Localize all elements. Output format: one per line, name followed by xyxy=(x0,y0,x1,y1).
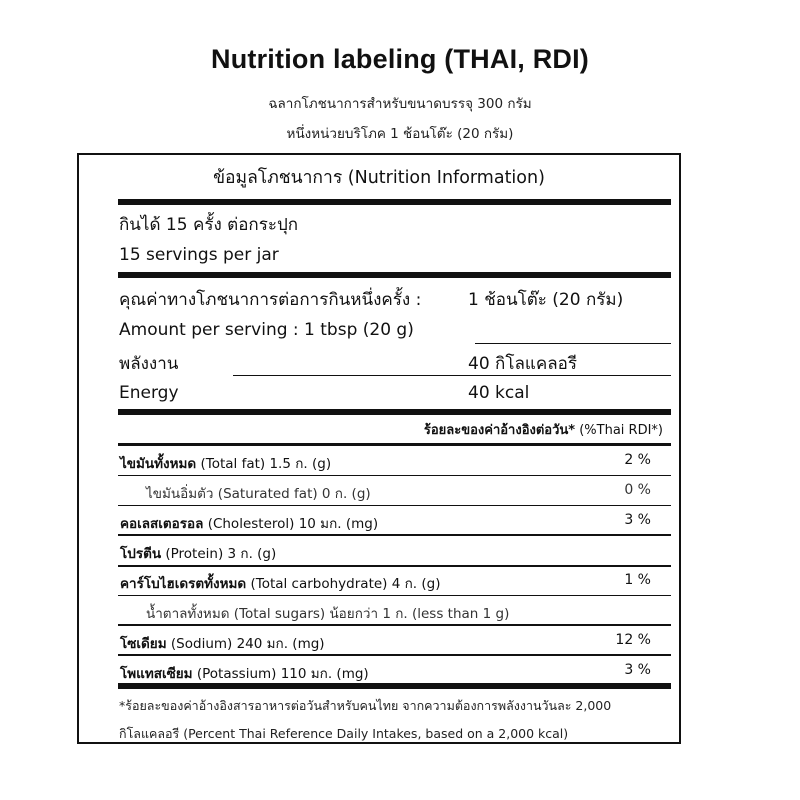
thin-divider xyxy=(233,375,671,376)
amount-per-serving-thai-value: 1 ช้อนโต๊ะ (20 กรัม) xyxy=(468,290,624,310)
nutrient-name: ไขมันทั้งหมด (Total fat) 1.5 ก. (g) xyxy=(120,456,332,472)
nutrient-name: ไขมันอิ่มตัว (Saturated fat) 0 ก. (g) xyxy=(146,486,371,502)
servings-english: 15 servings per jar xyxy=(119,245,279,265)
nutrient-row-total-fat xyxy=(118,446,671,475)
thick-divider xyxy=(118,683,671,689)
amount-per-serving-english: Amount per serving : 1 tbsp (20 g) xyxy=(119,320,414,340)
nutrient-row-potassium xyxy=(118,656,671,685)
servings-thai: กินได้ 15 ครั้ง ต่อกระปุก xyxy=(119,215,299,235)
serving-size-subtitle: หนึ่งหน่วยบริโภค 1 ช้อนโต๊ะ (20 กรัม) xyxy=(286,126,514,142)
footnote-line-1: *ร้อยละของค่าอ้างอิงสารอาหารต่อวันสำหรับคนไทย จากความต้องการพลังงานวันละ 2,000 xyxy=(119,698,612,713)
nutrient-name: คาร์โบไฮเดรตทั้งหมด (Total carbohydrate) 4 ก. (g) xyxy=(120,576,441,592)
nutrient-row-total-sugars xyxy=(118,596,671,625)
nutrient-name: โปรตีน (Protein) 3 ก. (g) xyxy=(120,546,277,562)
page-title: Nutrition labeling (THAI, RDI) xyxy=(211,44,589,74)
panel-header: ข้อมูลโภชนาการ (Nutrition Information) xyxy=(213,168,545,188)
nutrient-percent: 12 % xyxy=(615,632,651,648)
nutrient-percent: 3 % xyxy=(624,512,651,528)
rdi-header-english: (%Thai RDI*) xyxy=(579,423,663,438)
nutrient-row-protein xyxy=(118,536,671,565)
nutrient-row-cholesterol xyxy=(118,506,671,535)
nutrient-row-sodium xyxy=(118,626,671,655)
amount-per-serving-thai-label: คุณค่าทางโภชนาการต่อการกินหนึ่งครั้ง : xyxy=(119,290,422,310)
nutrition-panel xyxy=(77,153,681,744)
thin-divider xyxy=(475,343,671,344)
nutrient-name: น้ำตาลทั้งหมด (Total sugars) น้อยกว่า 1 ก. (less than 1 g) xyxy=(146,606,510,622)
energy-english-label: Energy xyxy=(119,383,179,403)
nutrient-percent: 0 % xyxy=(624,482,651,498)
footnote-line-2: กิโลแคลอรี (Percent Thai Reference Daily Intakes, based on a 2,000 kcal) xyxy=(119,726,569,741)
nutrient-name: โซเดียม (Sodium) 240 มก. (mg) xyxy=(120,636,325,652)
nutrient-name: คอเลสเตอรอล (Cholesterol) 10 มก. (mg) xyxy=(120,516,379,532)
nutrient-percent: 3 % xyxy=(624,662,651,678)
nutrient-row-total-carbohydrate xyxy=(118,566,671,595)
nutrient-name: โพแทสเซียม (Potassium) 110 มก. (mg) xyxy=(120,666,369,682)
rdi-column-header xyxy=(424,419,663,440)
nutrient-percent: 2 % xyxy=(624,452,651,468)
rdi-header-thai: ร้อยละของค่าอ้างอิงต่อวัน* xyxy=(423,423,576,438)
thick-divider xyxy=(118,409,671,415)
energy-english-value: 40 kcal xyxy=(468,383,530,403)
energy-thai-label: พลังงาน xyxy=(119,354,179,374)
energy-thai-value: 40 กิโลแคลอรี xyxy=(468,354,577,374)
nutrient-percent: 1 % xyxy=(624,572,651,588)
thick-divider xyxy=(118,199,671,205)
package-size-subtitle: ฉลากโภชนาการสำหรับขนาดบรรจุ 300 กรัม xyxy=(268,96,532,112)
thick-divider xyxy=(118,272,671,278)
nutrient-row-saturated-fat xyxy=(118,476,671,505)
